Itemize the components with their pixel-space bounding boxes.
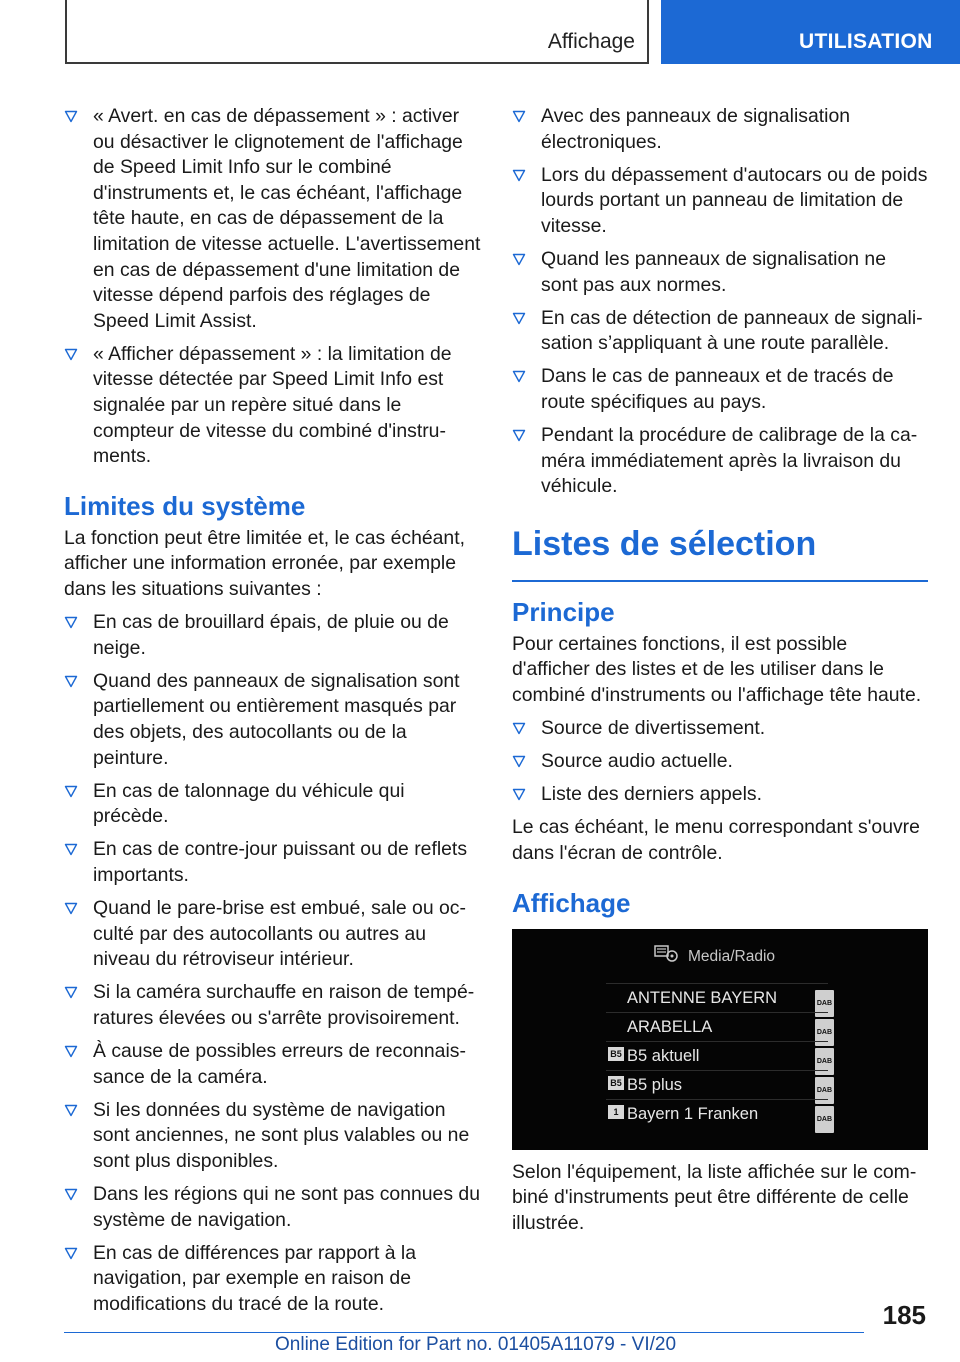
bullet-text: « Afficher dépassement » : la limitation de vitesse détectée par Speed Limit Info est signalée par un repère situé dans le compteur de vitesse du combiné d'instruments. [93, 342, 452, 468]
dab-tag: DAB [815, 1077, 834, 1105]
page-number: 185 [882, 1300, 926, 1330]
bullet-text: Si les données du système de navigation sont anciennes, ne sont plus valables ou ne sont plus disponibles. [93, 1098, 470, 1172]
bullet-item [512, 247, 928, 298]
display-heading: Affichage [512, 887, 631, 918]
bullet-item [64, 1241, 482, 1318]
bullet-text: Dans les régions qui ne sont pas connues du système de navigation. [93, 1182, 480, 1231]
bullet-text: Si la caméra surchauffe en raison de températures élevées ou s'arrête provisoirement. [93, 981, 475, 1029]
bullet-triangle-icon [64, 1247, 78, 1260]
media-radio-screen-illustration [512, 929, 928, 1150]
bullet-triangle-icon [64, 785, 78, 798]
station-name: ARABELLA [627, 1017, 713, 1036]
bullet-triangle-icon [512, 755, 526, 768]
bullet-triangle-icon [512, 370, 526, 383]
bullet-item [512, 306, 928, 357]
footer-rule [64, 1332, 864, 1333]
bullet-text: Quand des panneaux de signalisation sont partiellement ou entièrement masqués par des objets, des autocollants ou de la peinture. [93, 669, 460, 769]
bullet-item [64, 779, 482, 830]
bullet-triangle-icon [512, 429, 526, 442]
bullet-text: Liste des derniers appels. [541, 783, 762, 806]
bullet-text: En cas de brouillard épais, de pluie ou de neige. [93, 611, 449, 659]
bullet-item [64, 1039, 482, 1090]
bullet-item [64, 1098, 482, 1175]
principle-text: Pour certaines fonctions, il est possible d'afficher des listes et de les utiliser dans le combiné d'instruments ou l'affichage tête haute. [512, 632, 922, 706]
screen-caption: Selon l'équipement, la liste affichée sur le combiné d'instruments peut être différente de celle illustrée. [512, 1160, 917, 1234]
principle-heading: Principe [512, 596, 615, 627]
dab-tag: DAB [815, 1106, 834, 1134]
bullet-triangle-icon [64, 986, 78, 999]
dab-tag: DAB [815, 990, 834, 1018]
principle-note: Le cas échéant, le menu correspondant s'ouvre dans l'écran de contrôle. [512, 816, 920, 864]
screen-list-item [606, 1012, 832, 1038]
header-chapter-tab [661, 0, 960, 64]
bullet-triangle-icon [64, 675, 78, 688]
bullet-triangle-icon [64, 616, 78, 629]
bullet-item [64, 669, 482, 771]
station-name: B5 plus [627, 1075, 683, 1094]
limits-bullets [64, 610, 482, 1317]
bullet-text: En cas de contre-jour puissant ou de reflets importants. [93, 838, 468, 886]
screen-list-item [606, 983, 832, 1009]
bullet-item [512, 364, 928, 415]
bullet-text: Pendant la procédure de calibrage de la caméra immédiatement après la livraison du véhicule. [541, 424, 918, 498]
bullet-text: « Avert. en cas de dépassement » : activer ou désactiver le clignotement de l'affichage de Speed Limit Info sur le combiné d'instruments et, le cas échéant, l'affichage tête haute, en cas de dépassement de la limitation de vitesse actuelle. L'avertissement en cas de dépassement d'une limitation de vitesse dépend parfois des réglages de Speed Limit Assist. [93, 105, 481, 332]
screen-list-item [606, 1070, 832, 1096]
right-column [512, 104, 928, 1244]
bullet-triangle-icon [512, 110, 526, 123]
station-logo: B5 [608, 1076, 624, 1090]
bullet-triangle-icon [512, 722, 526, 735]
dab-tag: DAB [815, 1048, 834, 1076]
bullet-triangle-icon [64, 1045, 78, 1058]
bullet-item [64, 610, 482, 661]
bullet-text: Quand le pare-brise est embué, sale ou occulté par des autocollants ou autres au niveau du rétroviseur intérieur. [93, 897, 466, 971]
station-name: Bayern 1 Franken [627, 1104, 759, 1123]
dab-tag: DAB [815, 1019, 834, 1047]
bullet-triangle-icon [64, 1104, 78, 1117]
bullet-triangle-icon [64, 843, 78, 856]
header-section-title: Affichage [547, 30, 635, 53]
bullet-text: Quand les panneaux de signalisation ne sont pas aux normes. [541, 247, 886, 296]
station-name: B5 aktuell [627, 1046, 700, 1065]
bullet-triangle-icon [64, 110, 78, 123]
footer-edition: Online Edition for Part no. 01405A11079 - VI/20 [275, 1334, 677, 1355]
bullet-text: Dans le cas de panneaux et de tracés de route spécifiques au pays. [541, 365, 894, 413]
screen-title: Media/Radio [688, 947, 776, 965]
station-logo: 1 [608, 1105, 624, 1119]
bullet-triangle-icon [512, 169, 526, 182]
bullet-item [64, 342, 482, 470]
bullet-item [64, 104, 482, 334]
screen-list-item [606, 1041, 832, 1067]
bullet-text: Source audio actuelle. [541, 750, 733, 773]
limits-heading: Limites du système [64, 490, 306, 521]
station-logo: B5 [608, 1047, 624, 1061]
bullet-item [512, 163, 928, 240]
right-top-bullets [512, 104, 928, 500]
bullet-text: En cas de talonnage du véhicule qui précède. [93, 779, 405, 828]
bullet-triangle-icon [64, 348, 78, 361]
bullet-triangle-icon [512, 788, 526, 801]
bullet-item [64, 896, 482, 973]
bullet-item [512, 104, 928, 155]
selection-lists-heading: Listes de sélection [512, 524, 928, 582]
left-column [64, 104, 482, 1325]
limits-intro: La fonction peut être limitée et, le cas échéant, afficher une information erronée, par exemple dans les situations suivantes : [64, 526, 465, 600]
bullet-item [64, 980, 482, 1031]
bullet-text: En cas de détection de panneaux de signalisation s’appliquant à une route parallèle. [541, 306, 923, 355]
bullet-text: Avec des panneaux de signalisation électroniques. [541, 105, 851, 153]
bullet-item [64, 837, 482, 888]
bullet-triangle-icon [64, 1188, 78, 1201]
bullet-item [512, 782, 928, 808]
bullet-triangle-icon [512, 312, 526, 325]
media-radio-icon [654, 943, 682, 965]
bullet-text: En cas de différences par rapport à la navigation, par exemple en raison de modifications du tracé de la route. [93, 1241, 417, 1315]
left-top-bullets [64, 104, 482, 470]
bullet-item [64, 1182, 482, 1233]
station-name: ANTENNE BAYERN [627, 988, 778, 1007]
bullet-text: À cause de possibles erreurs de reconnaissance de la caméra. [93, 1040, 466, 1088]
bullet-triangle-icon [512, 253, 526, 266]
screen-list-item [606, 1099, 832, 1125]
header-chapter-label: UTILISATION [799, 30, 933, 53]
bullet-item [512, 716, 928, 742]
bullet-triangle-icon [64, 902, 78, 915]
bullet-item [512, 423, 928, 500]
bullet-text: Source de divertissement. [541, 717, 766, 740]
principle-bullets [512, 716, 928, 808]
bullet-text: Lors du dépassement d'autocars ou de poids lourds portant un panneau de limitation de vitesse. [541, 163, 928, 237]
bullet-item [512, 749, 928, 775]
